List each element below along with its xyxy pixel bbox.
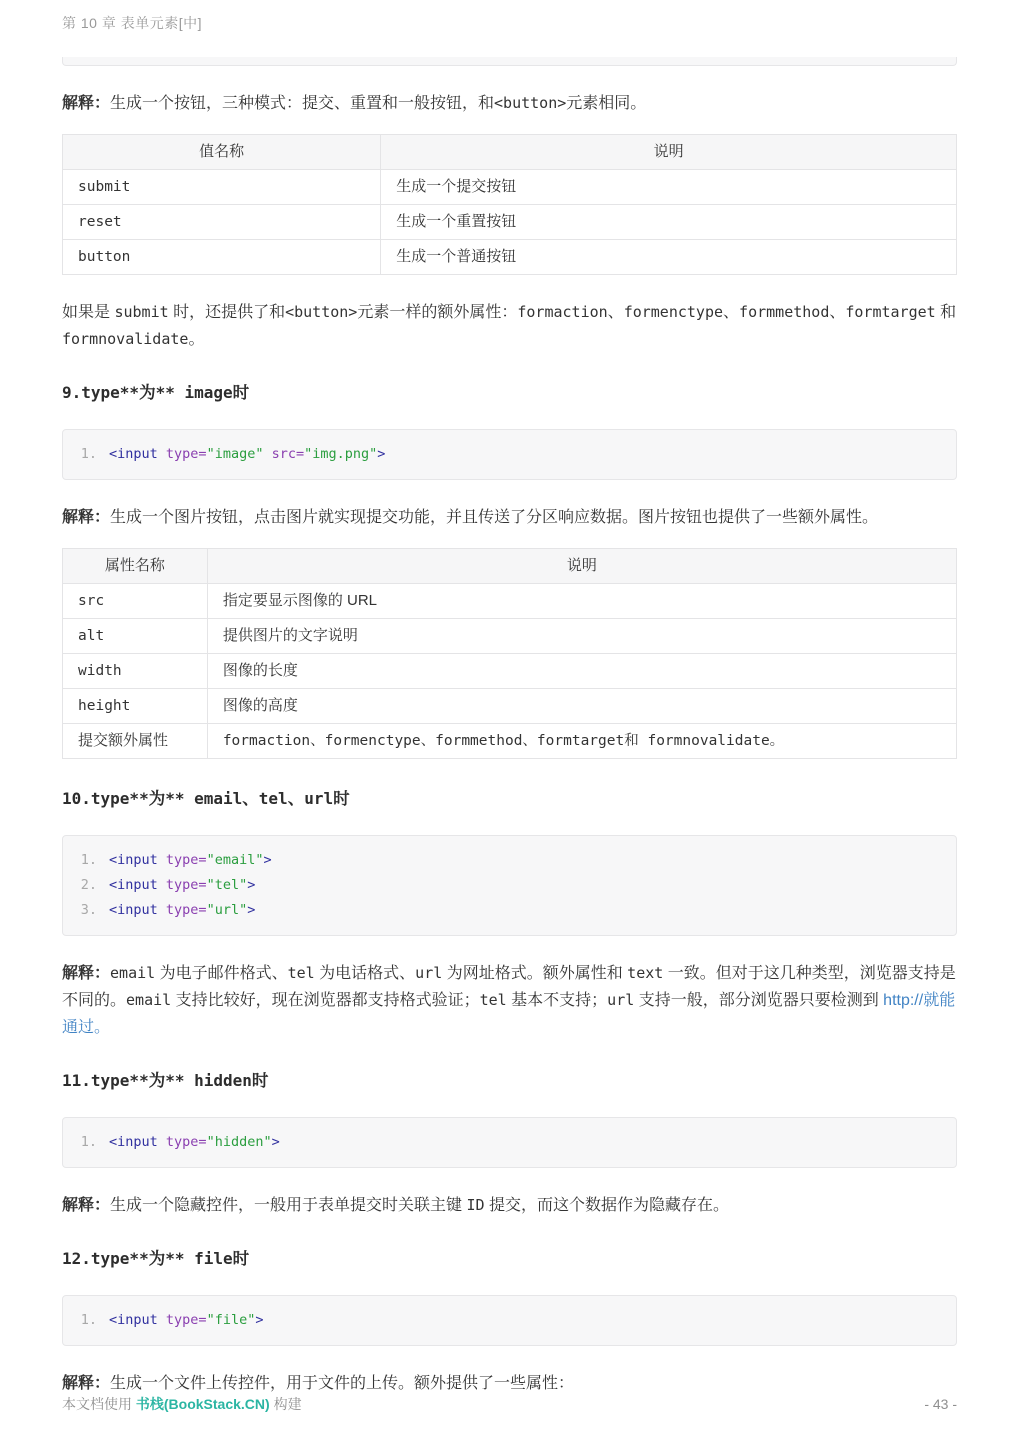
text-segment: 为 (139, 384, 156, 402)
text-segment: formaction (517, 303, 608, 321)
text-segment: 时，还提供了和 (168, 304, 286, 321)
text-segment: tel (287, 964, 315, 982)
bookstack-brand-link[interactable]: 书栈(BookStack.CN) (135, 1396, 270, 1412)
text-segment: 解释： (62, 509, 111, 526)
cell-attr-name: width (63, 654, 208, 689)
paragraph-email-explain (62, 960, 957, 1041)
cell-attr-name: alt (63, 619, 208, 654)
paragraph-submit-extra (62, 299, 957, 353)
text-segment: <button> (285, 303, 358, 321)
footer-text-suffix: 构建 (269, 1396, 302, 1412)
inline-link[interactable]: http://就能通过。 (62, 992, 956, 1036)
text-segment: 支持一般，部分浏览器只要检测到 (634, 992, 884, 1009)
text-segment: ID (466, 1196, 485, 1214)
cell-attr-name: 提交额外属性 (63, 724, 208, 759)
text-segment: 11.type** (62, 1071, 149, 1090)
line-number: 1. (80, 1312, 97, 1328)
paragraph-button-explain (62, 90, 957, 117)
cell-value-name: button (63, 240, 381, 275)
table-row (63, 240, 957, 275)
text-segment: 12.type** (62, 1249, 149, 1268)
text-segment: 、 (829, 304, 846, 321)
heading-type-image (62, 382, 957, 404)
code-text: <input type="file"> (109, 1312, 264, 1328)
line-number: 1. (80, 446, 97, 462)
cell-description: 图像的高度 (207, 689, 956, 724)
line-number: 3. (80, 902, 97, 918)
text-segment: text (627, 964, 664, 982)
text-segment: 为 (148, 1250, 166, 1268)
text-segment: formtarget (845, 303, 936, 321)
text-segment: 为 (148, 1072, 166, 1090)
code-block-file (62, 1295, 957, 1346)
text-segment: 、 (723, 304, 740, 321)
text-segment: formnovalidate (62, 330, 189, 348)
text-segment: hidden (194, 1071, 252, 1090)
text-segment: 和 (935, 304, 957, 321)
line-number: 1. (80, 1134, 97, 1150)
text-segment: 生成一个按钮，三种模式：提交、重置和一般按钮，和 (110, 95, 495, 112)
table-row (63, 584, 957, 619)
text-segment: 如果是 (62, 304, 115, 321)
cell-value-name: reset (63, 205, 381, 240)
text-segment: url (607, 991, 635, 1009)
heading-type-hidden (62, 1070, 957, 1092)
table-row (63, 689, 957, 724)
text-segment: 解释： (62, 965, 111, 982)
text-segment: 9.type** (62, 383, 140, 402)
text-segment: 元素一样的额外属性： (357, 304, 518, 321)
code-block-image (62, 429, 957, 480)
code-text: <input type="hidden"> (109, 1134, 280, 1150)
text-segment: image (184, 383, 233, 402)
text-segment: 生成一个隐藏控件，一般用于表单提交时关联主键 (110, 1197, 467, 1214)
text-segment: submit (114, 303, 169, 321)
cell-description: 图像的长度 (207, 654, 956, 689)
table-row (63, 619, 957, 654)
text-segment: email (110, 964, 156, 982)
text-segment: 为 (148, 790, 166, 808)
text-segment: ** (165, 789, 195, 808)
code-block-email-tel-url (62, 835, 957, 936)
text-segment: 提交，而这个数据作为隐藏存在。 (484, 1197, 729, 1214)
code-line (63, 873, 956, 898)
column-header-description: 说明 (207, 549, 956, 584)
text-segment: email (126, 991, 172, 1009)
text-segment: 生成一个图片按钮，点击图片就实现提交功能，并且传送了分区响应数据。图片按钮也提供了一些额外属性。 (110, 509, 879, 526)
footer-build-note (62, 1394, 302, 1414)
table-row (63, 654, 957, 689)
code-block-hidden (62, 1117, 957, 1168)
text-segment: 解释： (62, 1375, 111, 1392)
text-segment: 时 (232, 384, 250, 402)
column-header-attr-name: 属性名称 (63, 549, 208, 584)
code-text: <input type="email"> (109, 852, 272, 868)
cell-description: 生成一个普通按钮 (381, 240, 957, 275)
text-segment: 、 (242, 790, 259, 808)
code-text: <input type="image" src="img.png"> (109, 446, 386, 462)
cell-description: formaction、formenctype、formmethod、formtarget和 formnovalidate。 (207, 724, 956, 759)
paragraph-hidden-explain (62, 1192, 957, 1219)
text-segment: 、 (287, 790, 305, 808)
table-row (63, 205, 957, 240)
text-segment: <button> (494, 94, 567, 112)
text-segment: ** (165, 1071, 195, 1090)
text-segment: 。 (188, 331, 205, 348)
text-segment: formenctype (623, 303, 724, 321)
column-header-value-name: 值名称 (63, 135, 381, 170)
table-row (63, 170, 957, 205)
text-segment: tel (258, 789, 288, 808)
footer-text-prefix: 本文档使用 (62, 1396, 136, 1412)
column-header-description: 说明 (381, 135, 957, 170)
heading-type-file (62, 1248, 957, 1270)
table-header-row (63, 549, 957, 584)
paragraph-file-explain (62, 1370, 957, 1397)
cell-description: 提供图片的文字说明 (207, 619, 956, 654)
text-segment: ** (165, 1249, 195, 1268)
text-segment: url (415, 964, 443, 982)
text-segment: ** (155, 383, 185, 402)
table-image-attrs (62, 548, 957, 759)
text-segment: tel (479, 991, 507, 1009)
cell-attr-name: src (63, 584, 208, 619)
table-button-values (62, 134, 957, 275)
code-line (63, 442, 956, 467)
chapter-header: 第 10 章 表单元素[中] (62, 15, 203, 31)
text-segment: url (304, 789, 334, 808)
text-segment: formmethod (739, 303, 830, 321)
text-segment: 10.type** (62, 789, 149, 808)
table-row (63, 724, 957, 759)
code-line (63, 1130, 956, 1155)
text-segment: email (194, 789, 243, 808)
text-segment: 解释： (62, 1197, 111, 1214)
page-number: - 43 - (924, 1396, 957, 1412)
page-footer (62, 1394, 957, 1414)
table-header-row (63, 135, 957, 170)
code-text: <input type="url"> (109, 902, 256, 918)
text-segment: 为电子邮件格式、 (155, 965, 288, 982)
text-segment: 时 (232, 1250, 250, 1268)
line-number: 2. (80, 877, 97, 893)
text-segment: 支持比较好，现在浏览器都支持格式验证； (171, 992, 480, 1009)
cell-description: 生成一个提交按钮 (381, 170, 957, 205)
code-line (63, 898, 956, 923)
text-segment: 时 (333, 790, 350, 808)
line-number: 1. (80, 852, 97, 868)
text-segment: 生成一个文件上传控件，用于文件的上传。额外提供了一些属性： (110, 1375, 575, 1392)
text-segment: 、 (607, 304, 624, 321)
text-segment: 解释： (62, 95, 111, 112)
code-line (63, 848, 956, 873)
text-segment: file (194, 1249, 233, 1268)
text-segment: 一致。但对于这几种类型，浏览器支持是不同的。 (62, 965, 956, 1009)
cell-description: 指定要显示图像的 URL (207, 584, 956, 619)
text-segment: 为电话格式、 (314, 965, 416, 982)
text-segment: 时 (251, 1072, 269, 1090)
cell-attr-name: height (63, 689, 208, 724)
text-segment: 为网址格式。额外属性和 (442, 965, 628, 982)
truncated-code-block (62, 57, 957, 66)
text-segment: 基本不支持； (506, 992, 608, 1009)
code-line (63, 1308, 956, 1333)
heading-type-email-tel-url (62, 788, 957, 810)
text-segment: 元素相同。 (566, 95, 647, 112)
cell-value-name: submit (63, 170, 381, 205)
code-text: <input type="tel"> (109, 877, 256, 893)
paragraph-image-explain (62, 504, 957, 531)
cell-description: 生成一个重置按钮 (381, 205, 957, 240)
